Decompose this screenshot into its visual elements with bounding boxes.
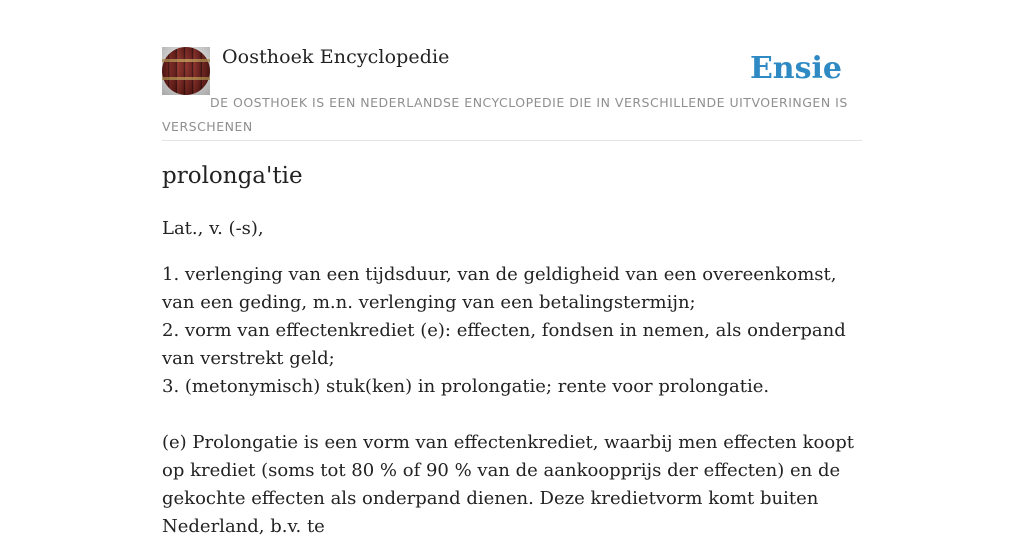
definition-item: 3. (metonymisch) stuk(ken) in prolongatie; rente voor prolongatie. (162, 376, 770, 397)
entry-article (162, 163, 862, 541)
definition-item: 2. vorm van effectenkrediet (e): effecten, fondsen in nemen, als onderpand van verstrekt geld; (162, 320, 846, 369)
definition-item: 1. verlenging van een tijdsduur, van de geldigheid van een overeenkomst, van een geding, m.n. verlenging van een betalingstermijn; (162, 264, 837, 313)
main-content (162, 0, 862, 541)
entry-commentary: (e) Prolongatie is een vorm van effectenkrediet, waarbij men effecten koopt op krediet (soms tot 80 % of 90 % van de aankoopprijs der effecten) en de gekochte effecten als onderpand dienen. Deze kredietvorm komt buiten Nederland, b.v. te (162, 432, 854, 537)
brand-logo[interactable]: Ensie (749, 51, 842, 86)
site-header (162, 0, 862, 141)
site-title-link[interactable]: Oosthoek Encyclopedie (222, 46, 450, 68)
entry-title: prolonga'tie (162, 163, 303, 189)
site-avatar[interactable] (162, 47, 210, 95)
site-tagline: DE OOSTHOEK IS EEN NEDERLANDSE ENCYCLOPEDIE DIE IN VERSCHILLENDE UITVOERINGEN IS VERSCHENEN (162, 95, 848, 134)
entry-meta: Lat., v. (-s), (162, 218, 264, 239)
definition-list (162, 261, 862, 401)
